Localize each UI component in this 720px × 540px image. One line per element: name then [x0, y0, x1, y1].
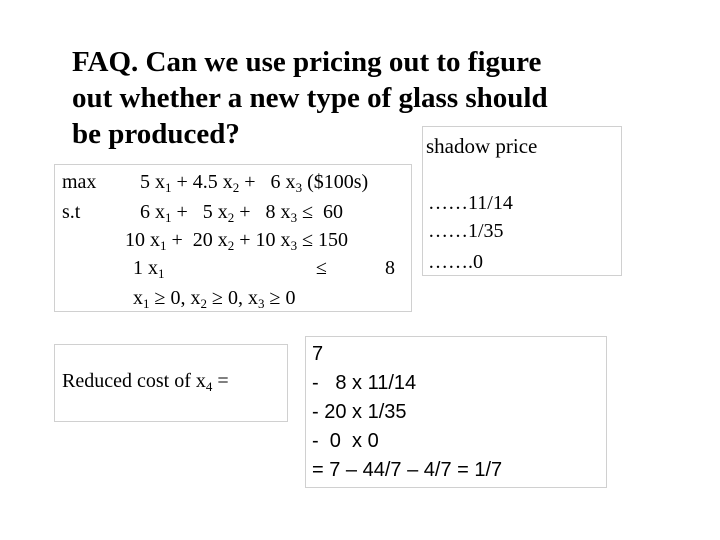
title-line-2: out whether a new type of glass should — [72, 82, 548, 114]
objective-function: 5 $x_1 + 4.5$ $x_2 + 6$ $x_3$ ($100s) — [140, 171, 369, 195]
shadow-price-value-1: ……11/14 — [428, 192, 513, 214]
title-line-3: be produced? — [72, 118, 240, 150]
shadow-price-value-3: …….0 — [428, 251, 483, 273]
calc-line-1: 7 — [312, 343, 324, 365]
calc-line-3: - 20 x 1/35 — [312, 401, 407, 423]
shadow-price-value-2: ……1/35 — [428, 220, 504, 242]
reduced-cost-label: Reduced cost of $x_4$ = — [62, 370, 229, 394]
constraint-2: 10 $x_1 + 20$ $x_2 + 10$ $x_3 \le 150$ — [125, 229, 349, 253]
constraint-3-le: ≤ — [316, 257, 327, 279]
st-label: s.t — [62, 201, 81, 223]
nonnegativity: $x_1 \ge 0$, $x_2 \ge 0$, $x_3 \ge 0$ — [133, 287, 296, 311]
constraint-3: 1 $x_1$ — [133, 257, 165, 281]
constraint-3-rhs: 8 — [385, 257, 395, 279]
shadow-price-heading: shadow price — [426, 134, 538, 158]
constraint-1: 6 $x_1 + 5$ $x_2 + 8$ $x_3 \le 60$ — [140, 201, 344, 225]
calc-line-5: = 7 – 44/7 – 4/7 = 1/7 — [312, 459, 503, 481]
max-label: max — [62, 171, 97, 193]
calc-line-2: - 8 x 11/14 — [312, 372, 417, 394]
title-line-1: FAQ. Can we use pricing out to figure — [72, 46, 542, 78]
calc-line-4: - 0 x 0 — [312, 430, 379, 452]
